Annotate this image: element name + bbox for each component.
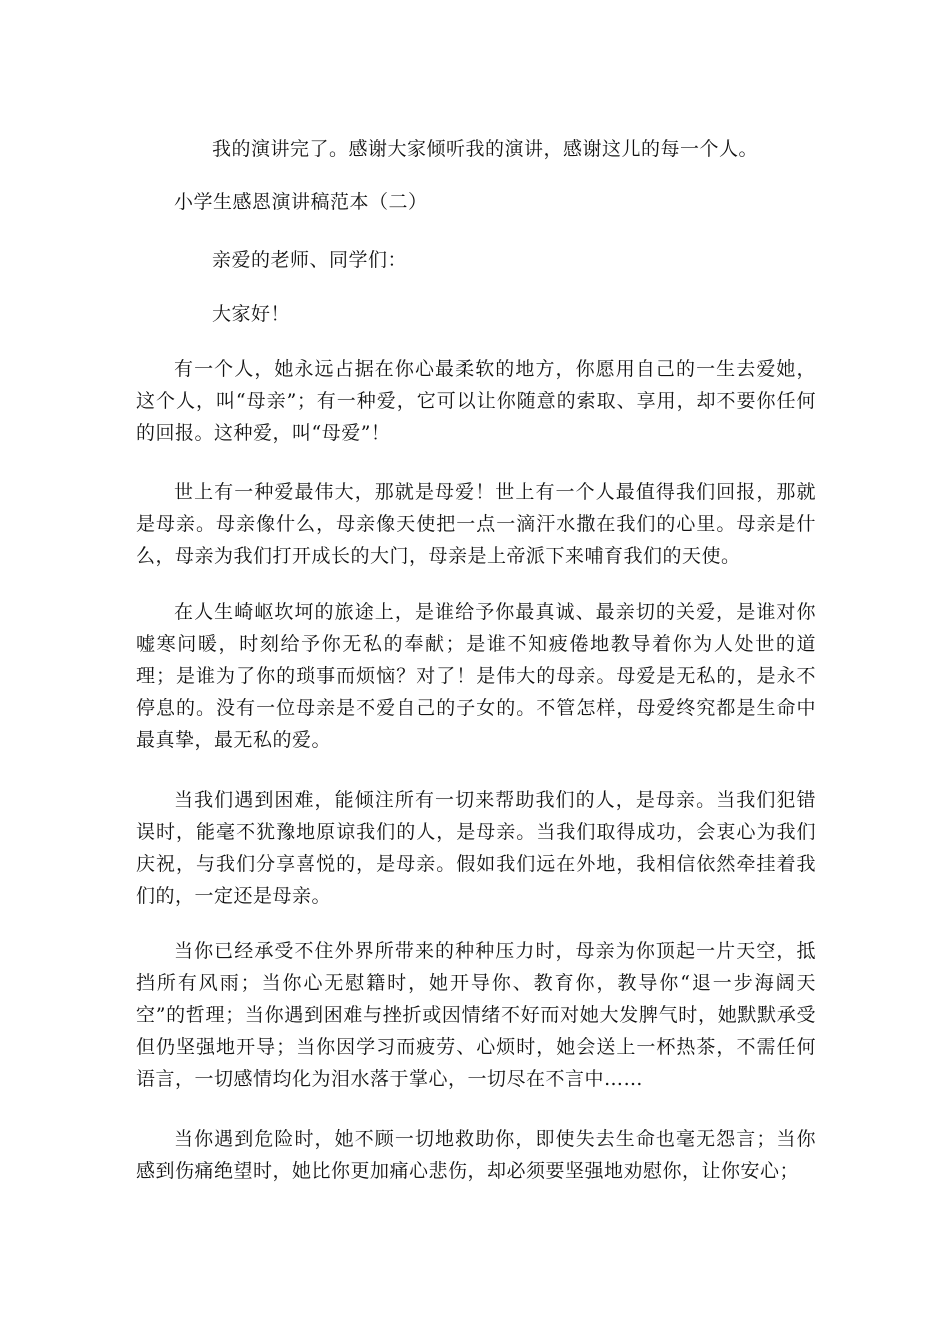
greeting: 大家好！	[212, 303, 291, 325]
paragraph-text: 有一个人，她永远占据在你心最柔软的地方，你愿用自己的一生去爱她，这个人，叫“母亲”；有一种爱，它可以让你随意的索取、享用，却不要你任何的回报。这种爱，叫“母爱”！	[136, 358, 816, 444]
closing-line: 我的演讲完了。感谢大家倾听我的演讲，感谢这儿的每一个人。	[212, 138, 759, 160]
paragraph-6	[136, 1123, 816, 1187]
paragraph-5	[136, 935, 816, 1095]
section-title: 小学生感恩演讲稿范本（二）	[174, 191, 428, 213]
salutation: 亲爱的老师、同学们：	[212, 249, 408, 271]
paragraph-text: 当我们遇到困难，能倾注所有一切来帮助我们的人，是母亲。当我们犯错误时，能毫不犹豫地原谅我们的人，是母亲。当我们取得成功，会衷心为我们庆祝，与我们分享喜悦的，是母亲。假如我们远在外地，我相信依然牵挂着我们的，一定还是母亲。	[136, 789, 816, 907]
paragraph-3	[136, 596, 816, 756]
paragraph-2	[136, 476, 816, 572]
paragraph-4	[136, 784, 816, 912]
paragraph-1	[136, 353, 816, 449]
paragraph-text: 在人生崎岖坎坷的旅途上，是谁给予你最真诚、最亲切的关爱，是谁对你嘘寒问暖，时刻给予你无私的奉献；是谁不知疲倦地教导着你为人处世的道理；是谁为了你的琐事而烦恼？对了！是伟大的母亲。母爱是无私的，是永不停息的。没有一位母亲是不爱自己的子女的。不管怎样，母爱终究都是生命中最真挚，最无私的爱。	[136, 601, 816, 751]
paragraph-text: 世上有一种爱最伟大，那就是母爱！世上有一个人最值得我们回报，那就是母亲。母亲像什么，母亲像天使把一点一滴汗水撒在我们的心里。母亲是什么，母亲为我们打开成长的大门，母亲是上帝派下来哺育我们的天使。	[136, 481, 816, 567]
paragraph-text: 当你遇到危险时，她不顾一切地救助你，即使失去生命也毫无怨言；当你感到伤痛绝望时，她比你更加痛心悲伤，却必须要坚强地劝慰你，让你安心；	[136, 1128, 816, 1182]
paragraph-text: 当你已经承受不住外界所带来的种种压力时，母亲为你顶起一片天空，抵挡所有风雨；当你心无慰籍时，她开导你、教育你，教导你“退一步海阔天空”的哲理；当你遇到困难与挫折或因情绪不好而对她大发脾气时，她默默承受但仍坚强地开导；当你因学习而疲劳、心烦时，她会送上一杯热茶，不需任何语言，一切感情均化为泪水落于掌心，一切尽在不言中……	[136, 940, 816, 1090]
